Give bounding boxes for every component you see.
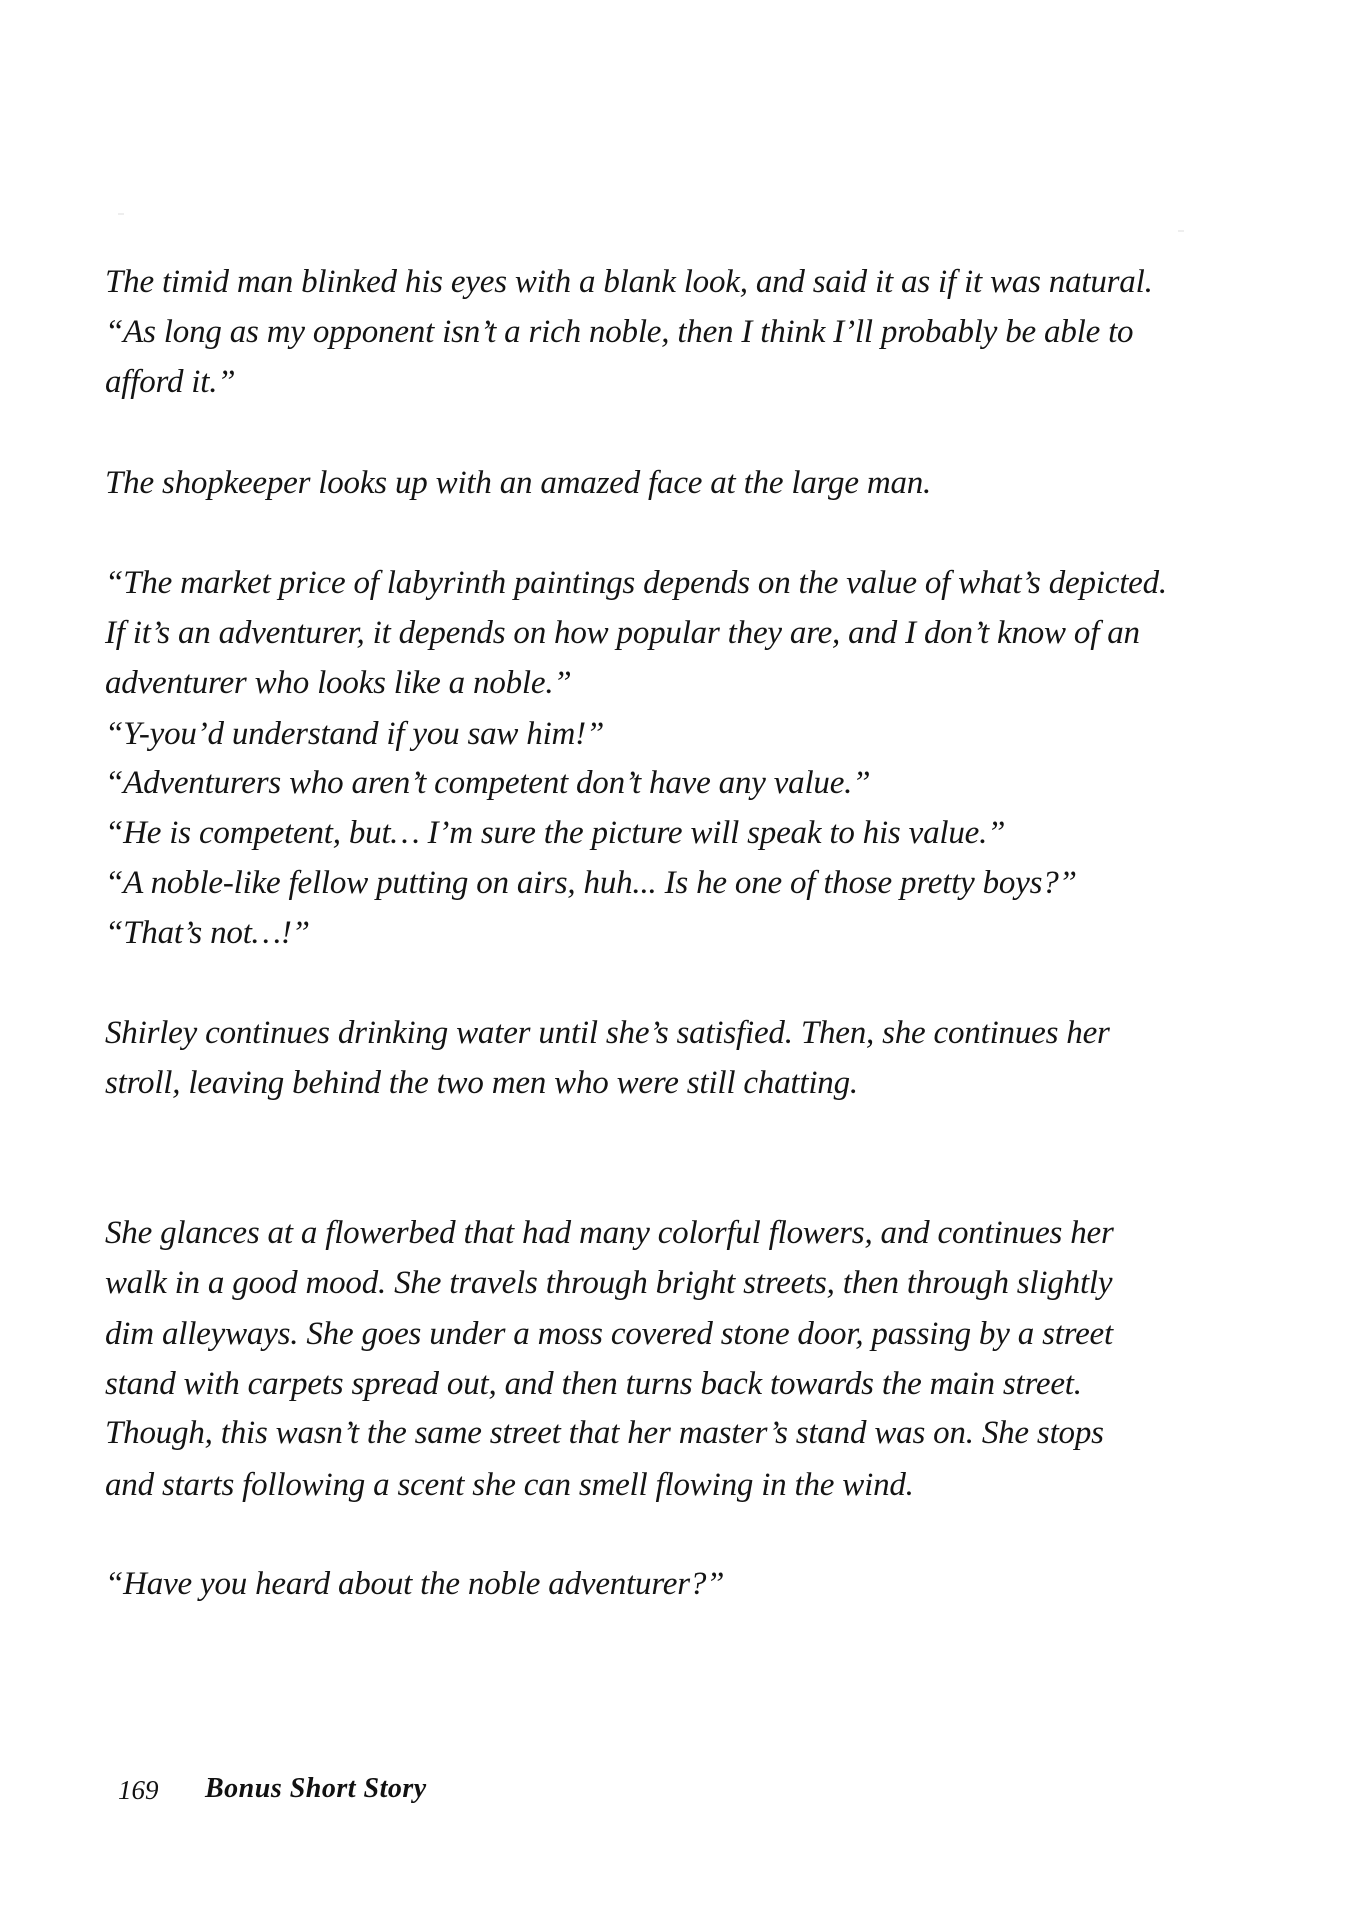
body-line: and starts following a scent she can smell flowing in the wind.	[105, 1467, 914, 1503]
dialogue-line: adventurer who looks like a noble.”	[105, 665, 572, 701]
dialogue-line: “Adventurers who aren’t competent don’t have any value.”	[105, 765, 871, 801]
running-footer-title: Bonus Short Story	[205, 1773, 427, 1804]
body-line: dim alleyways. She goes under a moss covered stone door, passing by a street	[105, 1316, 1113, 1352]
dialogue-line: “He is competent, but… I’m sure the picture will speak to his value.”	[105, 815, 1006, 851]
scan-speck	[1178, 230, 1184, 232]
dialogue-line: “The market price of labyrinth paintings depends on the value of what’s depicted.	[105, 565, 1167, 601]
body-line: afford it.”	[105, 364, 236, 400]
body-line: Though, this wasn’t the same street that her master’s stand was on. She stops	[105, 1415, 1104, 1451]
body-line: She glances at a flowerbed that had many colorful flowers, and continues her	[105, 1215, 1114, 1251]
body-line: Shirley continues drinking water until she’s satisfied. Then, she continues her	[105, 1015, 1110, 1051]
page-number: 169	[118, 1775, 159, 1805]
dialogue-line: If it’s an adventurer, it depends on how popular they are, and I don’t know of an	[105, 615, 1140, 651]
body-line: The shopkeeper looks up with an amazed face at the large man.	[105, 465, 932, 501]
body-line: “As long as my opponent isn’t a rich noble, then I think I’ll probably be able to	[105, 314, 1134, 350]
body-line: stroll, leaving behind the two men who were still chatting.	[105, 1065, 858, 1101]
body-line: The timid man blinked his eyes with a blank look, and said it as if it was natural.	[105, 264, 1153, 300]
body-line: walk in a good mood. She travels through bright streets, then through slightly	[105, 1265, 1113, 1301]
dialogue-line: “That’s not…!”	[105, 915, 310, 951]
dialogue-line: “Have you heard about the noble adventurer?”	[105, 1566, 725, 1602]
body-line: stand with carpets spread out, and then turns back towards the main street.	[105, 1366, 1082, 1402]
dialogue-line: “A noble-like fellow putting on airs, huh... Is he one of those pretty boys?”	[105, 865, 1077, 901]
scan-speck	[118, 213, 124, 215]
dialogue-line: “Y-you’d understand if you saw him!”	[105, 716, 605, 752]
